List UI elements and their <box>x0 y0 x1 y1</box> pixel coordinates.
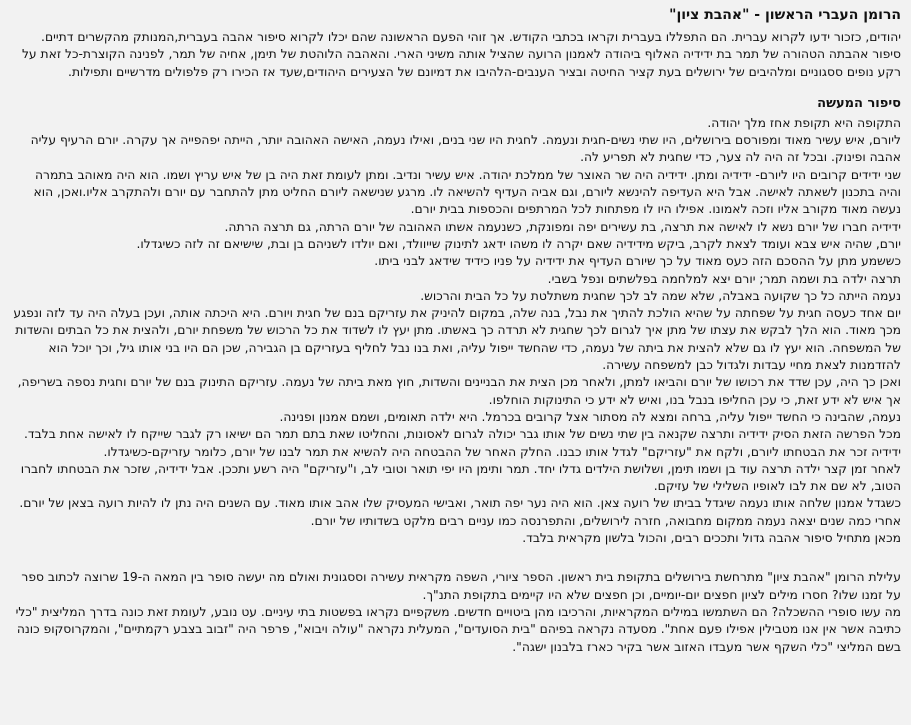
story-paragraph: ואכן כך היה, עכן שדד את רכושו של יורם והביאו למתן, ולאחר מכן הצית את הבניינים והשדות, חוץ מאת ביתה של נעמה. עזריקם התינוק בנם של יורם וחגית נספה בשריפה, אך איש לא ידע זאת, כי עכן החליפו בנבל בנו, ואיש לא ידע כי התינוקות הוחלפו. <box>17 375 901 407</box>
story-paragraph: נעמה הייתה כל כך שקועה באבלה, שלא שמה לב לכך שחגית משתלטת על כל הבית והרכוש. <box>420 288 901 303</box>
story-paragraph: ליורם, איש עשיר מאוד ומפורסם בירושלים, היו שתי נשים-חגית ונעמה. לחגית היו שני בנים, ואילו נעמה, האישה האהובה יותר, הייתה יפהפייה אך עקרה. יורם הרעיף עליה אהבה ופינוק. ובכל זה היה לה צער, כדי שחגית לא תפריע לה. <box>30 133 901 165</box>
story-paragraph: כששמע מתן על ההסכם הזה כעס מאוד על כך שיורם העדיף את ידידיה על פניו כידיד שידאג לבני ביתו. <box>374 254 901 269</box>
story-paragraph: שני ידידים קרובים היו ליורם- ידידיה ומתן. ידידיה היה שר האוצר של ממלכת יהודה. איש עשיר ונדיב. ומתן לעומת זאת היה בן של איש עריץ ושמו. הוא היה מאוהב בתמרה והיה בתכנון לשאתה לאישה. אבל היא העדיפה להינשא ליורם, וגם אביה העדיף להשיאה לו. מרגע שנישאה ליורם החליט מתן להתחבר עם יורם ולהתקרב אליו.ואכן, הוא נעשה מאוד מקורב אליו וזכה לאמונו. אפילו היו לו מפתחות לכל המרתפים והכספות בבית יורם. <box>33 167 901 217</box>
story-paragraph: כשגדל אמנון שלחה אותו נעמה שיגדל בביתו של רועה צאן. הוא היה נער יפה תואר, ואבישי המעסיק שלו אהב אותו מאוד. עם השנים היה נתן לו להיות רועה בצאן של יורם. <box>19 496 901 511</box>
section-spacer <box>10 547 901 569</box>
story-heading: סיפור המעשה <box>817 95 901 111</box>
story-paragraph: נעמה, שהבינה כי החשד ייפול עליה, ברחה ומצא לה מסתור אצל קרובים בכרמל. היא ילדה תאומים, ושמם אמנון ופנינה. <box>279 409 901 424</box>
story-paragraph: יורם, שהיה איש צבא ועומד לצאת לקרב, ביקש מידידיה שאם יקרה לו משהו ידאג לתינוק שייוולד, ואם יולדו לשניהם בן ובת, שישיאם זה לזה כשיגדלו. <box>136 236 901 251</box>
story-paragraph: אחרי כמה שנים יצאה נעמה ממקום מחבואה, חזרה לירושלים, והתפרנסה כמו עניים רבים מלקט בשדותיו של יורם. <box>310 513 901 528</box>
story-paragraph: ידידיה זכר את הבטחתו ליורם, ולקח את "עזריקם" לגדל אותו כבנו. החלק האחר של ההבטחה היה להשיא את תמר לבנו של יורם, כלומר עזריקם-כשיגדלו. <box>103 444 901 459</box>
story-paragraph: תרצה ילדה בת ושמה תמר; יורם יצא למלחמה בפלשתים ונפל בשבי. <box>547 271 901 286</box>
story-paragraph: מכל הפרשה הזאת הסיק ידידיה ותרצה שקנאה בין שתי נשים של אותו גבר יכולה לגרום לאסונות, והחליטו שאת בתם תמר הם ישיאו רק לגבר שייקח לו לאישה אחת בלבד. <box>23 427 901 442</box>
outro-paragraph: עלילת הרומן "אהבת ציון" מתרחשת בירושלים בתקופת בית ראשון. הספר ציורי, השפה מקראית עשירה וססגונית ואולם מה יעשה סופר בין המאה ה-19 שרוצה לכתוב ספר על זמנו שלו? חסרו מילים לציון חפצים יום-יומיים, וכן חפצים שלא היו קיימים בתקופת התנ"ך. <box>21 570 901 602</box>
intro-paragraph: סיפור אהבתה הטהורה של תמר בת ידידיה האלוף ביהודה לאמנון הרועה שהציל אותה משיני הארי. והאהבה הלוהטת של תימן, אחיה של תמר, לפנינה הקוצרת-כל זאת על רקע נופים ססגוניים ומלהיבים של ירושלים בעת קציר החיטה ובציר הענבים-הלהיבו את דמיונם של הצעירים היהודים,שעד אז הכירו רק פלפולים מדרשיים ותפילות. <box>21 47 901 79</box>
story-paragraph: מכאן מתחיל סיפור אהבה גדול ותככים רבים, והכול בלשון מקראית בלבד. <box>522 531 901 546</box>
story-paragraph: יום אחד כעסה חגית על שפחתה על שהיא הולכת להתיך את נבל, בנה שלה, במקום להיניק את עזריקם בנם של חגית ויורם. היא היכתה אותה, ועכן בעלה היה עד לזה ונפגע מכך מאוד. הוא הלך לבקש את עצתו של מתן איך לגרום לכך שחגית לא תרדה כך באשתו. מתן יעץ לו לשדוד את כל הרכוש של משפחת יורם, ולהצית את כל הבתים והשדות של המשפחה. הוא יעץ לו גם שלא להצית את ביתה של נעמה, כדי שהחשד ייפול עליה, ואת בנו נבל לחליף בעזריקם בן הגבירה, שכן הם היו בני אותו גיל, וכך יוכל הוא להזדמנות לצאת מחיי עבדות ולגדול כבן למשפחה עשירה. <box>13 306 901 373</box>
outro-paragraph: מה עשו סופרי ההשכלה? הם השתמשו במילים המקראיות, והרכיבו מהן ביטויים חדשים. משקפיים נקראו בפשטות בתי עיניים. עט נובע, לעומת זאת כונה בדרך המליצית "כלי כתיבה אשר אין אנו מטבילין אפילו פעם אחת". מסעדה נקראה בפיהם "בית הסועדים", המעלית נקראה "עולה ויבוא", פרפר היה "זבוב בצבע רקמתיים", והמקרוסקופ כונה בשם המליצי "כלי השקף אשר מעבדו האזוב אשר בקיר כארז בלבנון ישגה". <box>15 604 901 654</box>
story-paragraph: ידידיה חברו של יורם נשא לו לאישה את תרצה, בת עשירים יפה ומפונקת, כשנעמה אשתו האהובה של יורם הרתה, גם תרצה הרתה. <box>224 219 901 234</box>
intro-paragraph: יהודים, כזכור ידעו לקרוא עברית. הם התפללו בעברית וקראו בכתבי הקודש. אך זוהי הפעם הראשונה שהם יכלו לקרוא סיפור אהבה בעברית,המנותק מהקשרים דתיים. <box>41 30 901 44</box>
story-paragraph: התקופה היא תקופת אחז מלך יהודה. <box>707 115 901 130</box>
story-paragraph: לאחר זמן קצר ילדה תרצה עוד בן ושמו תימן, ושלושת הילדים גדלו יחד. תמר ותימן היו יפי תואר וטובי לב, ו"עזריקם" היה רשע ותככן. אבל ידידיה, שזכר את הבטחתו לחברו הטוב, לא שם את לבו לאופיו השלילי של עזיקם. <box>20 461 901 494</box>
page-title: הרומן העברי הראשון - "אהבת ציון" <box>669 7 901 23</box>
